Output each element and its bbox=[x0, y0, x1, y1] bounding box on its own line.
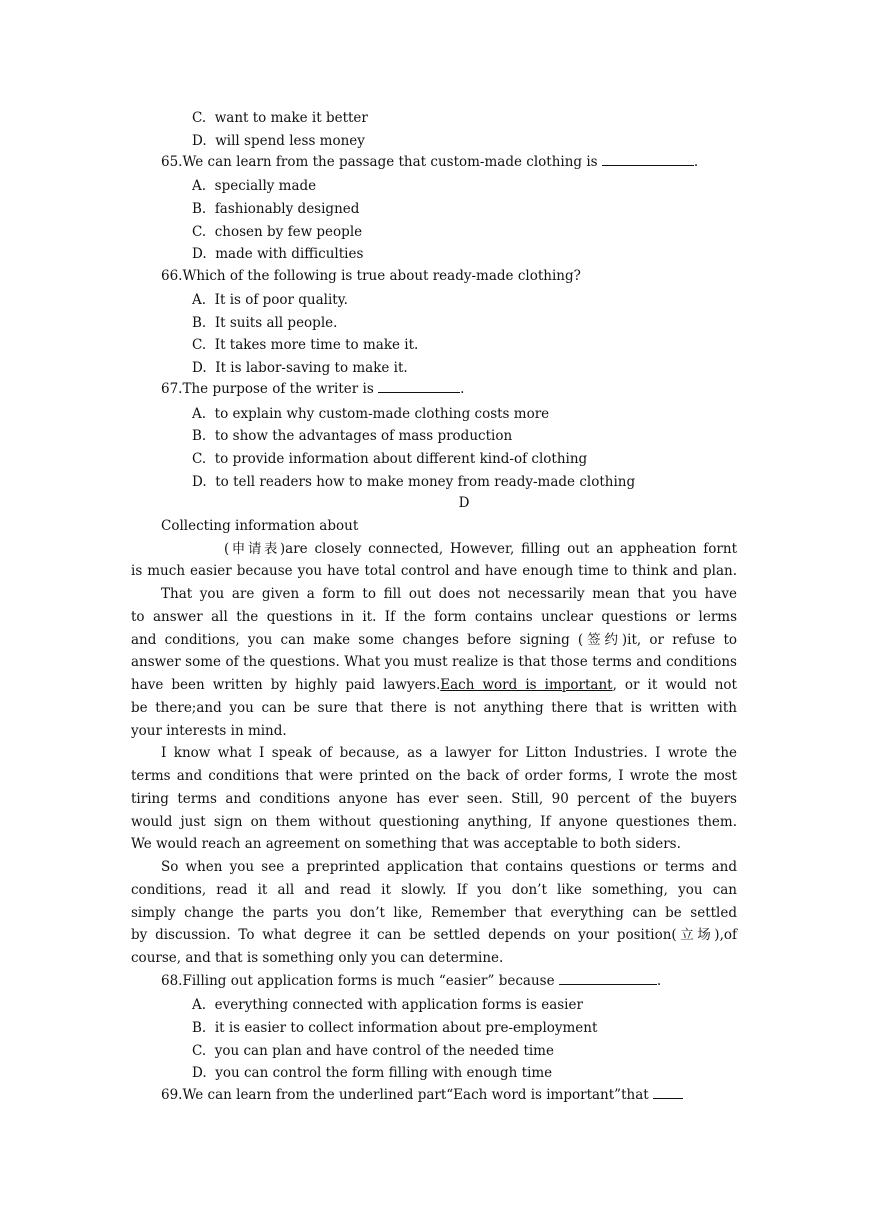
option-d: D. to tell readers how to make money from ready-made clothing bbox=[192, 474, 636, 490]
passage-line: be there;and you can be sure that there is not anything there that is written with bbox=[131, 700, 737, 716]
option-d: D. you can control the form filling with enough time bbox=[192, 1065, 553, 1081]
answer-blank bbox=[378, 380, 460, 393]
option-c: C. It takes more time to make it. bbox=[192, 337, 419, 353]
answer-blank bbox=[602, 153, 694, 166]
option-a: A. everything connected with application forms is easier bbox=[192, 997, 583, 1013]
passage-line: by discussion. To what degree it can be settled depends on your position(立场),of bbox=[131, 927, 737, 943]
question-68: 68.Filling out application forms is much “easier” because . bbox=[161, 973, 662, 989]
passage-line: We would reach an agreement on something that was acceptable to both siders. bbox=[131, 836, 681, 852]
passage-line: course, and that is something only you can determine. bbox=[131, 950, 504, 966]
option-d: D. will spend less money bbox=[192, 133, 365, 149]
passage-line: your interests in mind. bbox=[131, 723, 287, 739]
option-b: B. to show the advantages of mass production bbox=[192, 428, 513, 444]
option-a: A. to explain why custom-made clothing costs more bbox=[192, 406, 550, 422]
passage-line: (申请表)are closely connected, However, filling out an appheation fornt bbox=[224, 541, 737, 557]
option-c: C. you can plan and have control of the needed time bbox=[192, 1043, 554, 1059]
passage-line: terms and conditions that were printed on the back of order forms, I wrote the most bbox=[131, 768, 737, 784]
option-c: C. chosen by few people bbox=[192, 224, 363, 240]
passage-line: tiring terms and conditions anyone has ever seen. Still, 90 percent of the buyers bbox=[131, 791, 737, 807]
passage-line: Collecting information about bbox=[161, 518, 359, 534]
underlined-phrase: Each word is important bbox=[440, 677, 613, 693]
passage-line: conditions, read it all and read it slowly. If you don’t like something, you can bbox=[131, 882, 737, 898]
option-a: A. It is of poor quality. bbox=[192, 292, 348, 308]
option-b: B. It suits all people. bbox=[192, 315, 338, 331]
passage-line: would just sign on them without questioning anything, If anyone questiones them. bbox=[131, 814, 737, 830]
question-67: 67.The purpose of the writer is . bbox=[161, 381, 465, 397]
option-c: C. to provide information about different kind-of clothing bbox=[192, 451, 588, 467]
option-d: D. It is labor-saving to make it. bbox=[192, 360, 408, 376]
option-b: B. it is easier to collect information about pre-employment bbox=[192, 1020, 598, 1036]
passage-line: to answer all the questions in it. If the form contains unclear questions or lerms bbox=[131, 609, 737, 625]
question-65: 65.We can learn from the passage that custom-made clothing is . bbox=[161, 154, 699, 170]
question-66: 66.Which of the following is true about ready-made clothing? bbox=[161, 268, 581, 284]
option-a: A. specially made bbox=[192, 178, 317, 194]
passage-line: That you are given a form to fill out does not necessarily mean that you have bbox=[161, 586, 737, 602]
passage-line: is much easier because you have total control and have enough time to think and plan. bbox=[131, 563, 737, 579]
question-69: 69.We can learn from the underlined part“Each word is important”that bbox=[161, 1086, 683, 1104]
answer-blank bbox=[653, 1086, 683, 1099]
passage-line: have been written by highly paid lawyers.Each word is important, or it would not bbox=[131, 677, 737, 693]
passage-line: simply change the parts you don’t like, Remember that everything can be settled bbox=[131, 905, 737, 921]
option-d: D. made with difficulties bbox=[192, 246, 364, 262]
option-b: B. fashionably designed bbox=[192, 201, 360, 217]
passage-line: answer some of the questions. What you must realize is that those terms and conditions bbox=[131, 654, 737, 670]
passage-line: I know what I speak of because, as a lawyer for Litton Industries. I wrote the bbox=[161, 745, 737, 761]
passage-line: So when you see a preprinted application that contains questions or terms and bbox=[161, 859, 737, 875]
passage-line: and conditions, you can make some changes before signing (签约)it, or refuse to bbox=[131, 632, 737, 648]
answer-blank bbox=[559, 972, 657, 985]
option-c: C. want to make it better bbox=[192, 110, 368, 126]
section-label: D bbox=[458, 495, 470, 511]
